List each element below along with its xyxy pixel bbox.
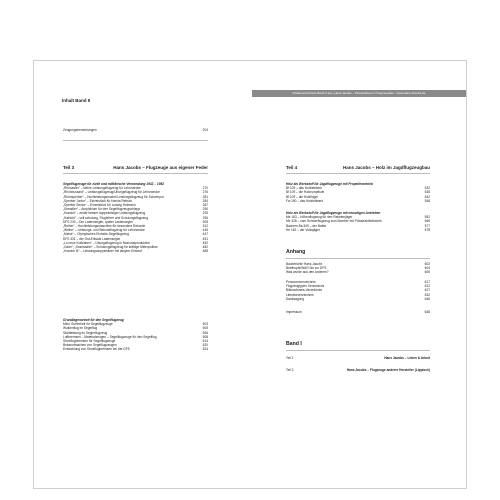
toc-entry-title: Wolkenflug im Segelflug [63, 326, 98, 331]
toc-entry-title: Startleistung im Seglerflugzeug [63, 330, 108, 335]
toc-entry-page: 281 [202, 194, 208, 199]
toc-entry-page: 508 [202, 334, 208, 339]
toc-entry-title: Personenverzeichnis [286, 280, 316, 284]
toc-entry-page: 503 [202, 322, 208, 327]
toc-entry-page: 452 [202, 240, 208, 245]
toc-entry-title: „Sperber Junior“ – Einzelstück für Hanna Reitsch [63, 198, 133, 203]
part-heading [63, 165, 208, 170]
toc-entry-title: Bekanntmachen von Segelflugzeugen [63, 343, 117, 348]
toc-entry-page: 514 [202, 339, 208, 343]
toc-title: Inhalt Band II [62, 98, 91, 103]
toc-entry-page: 617 [424, 280, 430, 284]
toc-entry-title: „Kranich“ – erster besser doppelsitziger Leistungsflugzeug [63, 211, 146, 216]
toc-entry-page: 284 [202, 198, 208, 203]
toc-entry-title: „Rhönbussard“ – Leistungsflugzeug/Übungsflugzeug für Lehrzwecke [63, 190, 160, 195]
toc-entry [63, 347, 208, 351]
band-row [286, 356, 430, 360]
part-label: Teil 4 [286, 165, 298, 170]
part-title: Hans Jacobs – Holz im Jagdflugzeugbau [342, 165, 430, 170]
band-row-title: Hans Jacobs – Flugzeuge anderer Hersteller (Lippisch) [346, 368, 430, 372]
toc-entry-title: Literaturverzeichnis [286, 292, 314, 297]
toc-entry-title: Zeugungsbemerkungen [63, 128, 97, 132]
toc-entry [286, 199, 430, 203]
toc-entry-title: „Gaier“, „Sosesadler“ – Schulungsflugzeug für kräftige Metropolitan [63, 245, 158, 249]
toc-entry-title: Was wurde aus den Anderen? [286, 270, 329, 275]
group-heading: Segelflugzeuge für zivile und militärische Verwendung 1932 – 1952 [63, 182, 165, 186]
toc-entry-page: 482 [202, 245, 208, 249]
toc-entry-page: 287 [202, 203, 208, 207]
toc-entry-title: He 162 – der Volksjäger [286, 227, 321, 232]
toc-entry-page: 204 [202, 128, 208, 132]
toc-entry-page: 622 [424, 284, 430, 289]
toc-entry-page: 632 [424, 292, 430, 297]
toc-entry-title: DFS 331 – der Ost-Entsatz Lastensegler [63, 236, 121, 241]
toc-entry [63, 249, 208, 253]
part-heading [286, 165, 430, 170]
toc-entry-page: 542 [424, 194, 430, 199]
band-row-label: Teil 2 [286, 368, 294, 372]
group-heading: Holz als Werkstoff für Jagdflugzeuge mit neuartigen Antrieben [286, 211, 381, 215]
toc-entry-title: Luftbremsen – Materialzeugen – Segelflugzeuge für den Segelflug [63, 334, 157, 339]
toc-entry-page: 506 [202, 330, 208, 335]
toc-entry [286, 310, 430, 314]
toc-entry-title: Danksagung [286, 296, 304, 301]
toc-entry-title: „Rhönsperber“ – Hochleistungsmodell Leistungsflugzeug für Schwerpur [63, 194, 164, 199]
toc-entry-page: 445 [202, 228, 208, 233]
toc-entry-page: 602 [424, 262, 430, 266]
header-banner: Inhaltsverzeichnis Band II aus „Hans Jacobs – Pionierleben im Flugzeugbau“, www.Hans-Jacobs.de [252, 90, 466, 97]
toc-entry-page: 293 [202, 211, 208, 216]
toc-entry-page: 548 [424, 198, 430, 203]
toc-entry-page: 532 [424, 186, 430, 191]
toc-entry-title: Bachem Ba 349 – der Natter [286, 223, 327, 228]
toc-entry-page: 447 [202, 232, 208, 237]
band-row [286, 368, 430, 372]
toc-entry-page: 488 [202, 249, 208, 254]
divider [63, 140, 208, 141]
toc-entry-title: Flugzeugtypen-Verzeichnis [286, 284, 325, 289]
divider [286, 350, 430, 351]
part-title: Hans Jacobs – Flugzeuge aus eigener Feder [113, 165, 208, 170]
toc-entry-title: Me 328 – vom Schwerflugzeug zum Bomber mit Pulsstrahltriebwerk [286, 219, 382, 224]
toc-entry-title: „Lo neue Kolkraben“ – Übungsflugzeug in Nazionalproduktion [63, 240, 151, 245]
toc-entry-title: Fw 190 – das Holzleitwerk [286, 198, 324, 203]
toc-entry-title: „Seeadler“ – Amphibium für den Segelflugzeugschlepp [63, 207, 141, 212]
part-label: Teil 3 [63, 165, 75, 170]
group-heading: Holz als Werkstoff für Jagdflugzeuge mit Propellerantrieb [286, 182, 373, 186]
toc-entry-title: „Sperber Senior“ – Einzelstück für Ludwig Hofmann [63, 203, 136, 207]
toc-entry-title: Bf 109 – das Holzleitwerk [286, 186, 322, 191]
toc-entry [286, 297, 430, 301]
divider [63, 173, 208, 174]
toc-entry-title: Briefkopfe/WAG bis zur DFS [286, 266, 327, 271]
toc-entry-title: Bildnachweis-Verzeichnis [286, 288, 322, 293]
toc-entry-title: Me 163 – Höhenflugzeug für den Raketenjäger [286, 215, 353, 220]
toc-entry-title: Entwicklung von Sturzflugbremsen bei der DFS [63, 347, 130, 352]
toc-entry-page: 524 [202, 347, 208, 352]
toc-entry [286, 270, 430, 274]
toc-entry-title: „Reiher“ – Hochleistungsmaschine für besondere Rekorde [63, 224, 146, 228]
toc-entry-page: 520 [202, 343, 208, 348]
toc-entry-page: 552 [424, 215, 430, 220]
toc-entry-page: 276 [202, 190, 208, 195]
toc-entry-page: 578 [424, 227, 430, 232]
toc-entry-page: 627 [424, 288, 430, 293]
toc-entry-title: „Meise“ – Olympisches Einheits-Segelflugzeug [63, 232, 129, 237]
toc-entry-title: DFS 230 – Der Lastensegler, später Lastensegler [63, 219, 133, 224]
toc-entry-page: 646 [424, 296, 430, 301]
toc-entry-title: Sturzflugbremsen für Segelflugzeuge [63, 339, 116, 343]
band-row-label: Teil 1 [286, 356, 294, 360]
toc-entry-title: Bauberichte Hans Jacobs [286, 262, 323, 266]
toc-entry-page: 604 [424, 266, 430, 271]
toc-entry-page: 577 [424, 223, 430, 228]
toc-entry-page: 505 [202, 326, 208, 331]
toc-entry-page: 290 [202, 207, 208, 212]
toc-entry-title: Bf 109 – die Holzflügel [286, 194, 318, 199]
toc-entry-page: 312 [202, 224, 208, 228]
toc-entry-title: „Weihe“ – Leistungs- und Bekundflugzeug für Lehrzwecke [63, 228, 145, 233]
toc-entry [286, 228, 430, 232]
toc-entry-title: Mehr Sicherheit für Segelflugzeuge [63, 322, 113, 327]
toc-entry-title: „Kranich III“ – Leistungsdoppelsitzer mit langem Entwurf [63, 249, 143, 254]
toc-entry-title: „Rhönadler“ – kleine Leistungsflugzeug für Lehrzwecke [63, 186, 141, 191]
toc-entry-page: 538 [424, 190, 430, 195]
group-heading: Grundlagenarbeit für den Segelflugzeug [63, 318, 124, 322]
toc-entry-page: 566 [424, 219, 430, 224]
toc-entry-title: Bf 109 – die Holzrumpfkufe [286, 190, 325, 195]
band-title: Band I [286, 341, 302, 347]
anhang-title: Anhang [286, 249, 306, 255]
band-row-title: Hans Jacobs – Leben & Arbeit [384, 356, 430, 360]
toc-entry-page: 270 [202, 186, 208, 191]
divider [286, 258, 430, 259]
divider [286, 173, 430, 174]
toc-entry [63, 128, 208, 132]
toc-entry-page: 451 [202, 236, 208, 241]
toc-entry-page: 648 [424, 310, 430, 314]
toc-entry-title: Impressum [286, 310, 302, 314]
toc-entry-title: „Habicht“ – voll schulung, Fluglehrer und Schulungsflugzeug [63, 215, 149, 220]
toc-entry-page: 605 [424, 270, 430, 275]
toc-entry-page: 305 [202, 219, 208, 224]
toc-entry-page: 296 [202, 215, 208, 220]
